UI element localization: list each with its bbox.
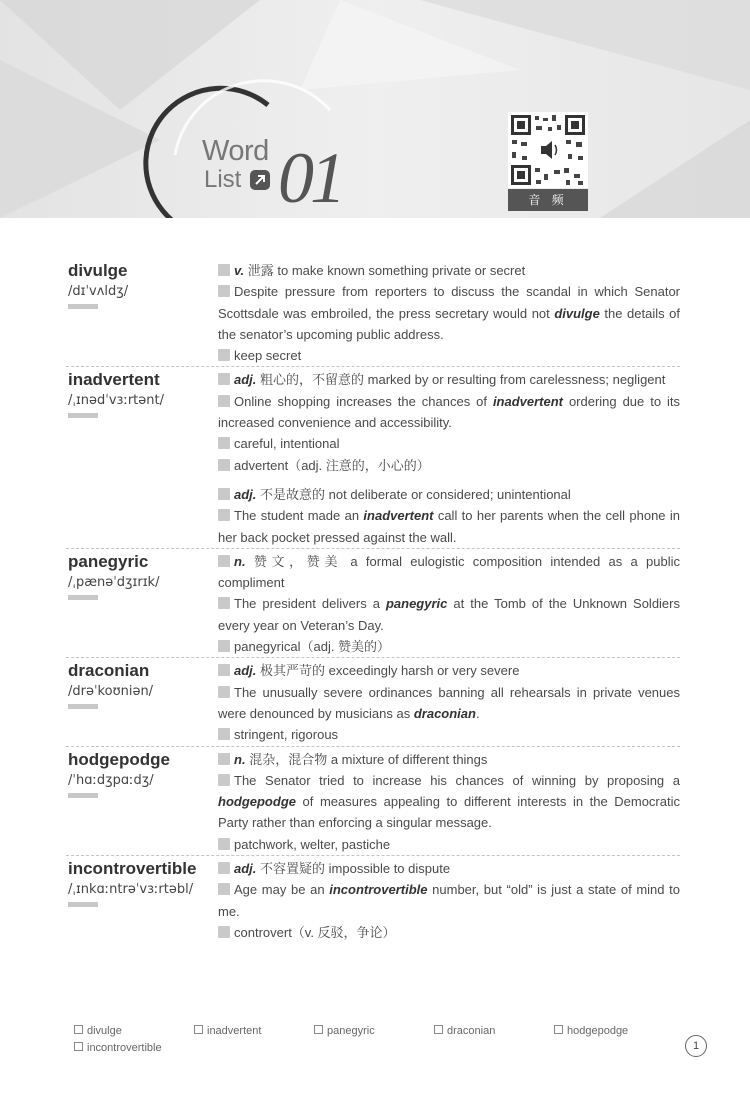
headword: incontrovertible bbox=[68, 859, 197, 879]
derivative: panegyrical（adj. 赞美的） bbox=[218, 636, 680, 657]
familiarity-bar bbox=[68, 902, 98, 907]
synonym-icon bbox=[218, 838, 230, 850]
checklist-item[interactable]: draconian bbox=[434, 1025, 495, 1037]
familiarity-bar bbox=[68, 793, 98, 798]
example: The student made an inadvertent call to her parents when the cell phone in her back pocket pressed against the wall. bbox=[218, 508, 680, 545]
headword: hodgepodge bbox=[68, 749, 170, 769]
review-checklist bbox=[74, 1025, 674, 1059]
definition-icon bbox=[218, 664, 230, 676]
synonym: patchwork, welter, pastiche bbox=[218, 834, 680, 855]
word-entry bbox=[66, 746, 680, 855]
example: The president delivers a panegyric at the Tomb of the Unknown Soldiers every year on Veteran’s Day. bbox=[218, 596, 680, 633]
word-entries bbox=[66, 258, 680, 943]
example-icon bbox=[218, 774, 230, 786]
headword: divulge bbox=[68, 261, 128, 280]
page-number: 1 bbox=[685, 1035, 707, 1057]
antonym: careful, intentional bbox=[218, 433, 680, 454]
phonetic: /dɪˈvʌldʒ/ bbox=[68, 284, 129, 299]
word-entry bbox=[66, 657, 680, 745]
list-number: 01 bbox=[278, 138, 342, 218]
example: The Senator tried to increase his chances of winning by proposing a hodgepodge of measures appealing to different interests in the Democratic Party rather than enforcing a singular message. bbox=[218, 772, 680, 831]
checklist-item[interactable]: panegyric bbox=[314, 1025, 375, 1037]
checklist-item[interactable]: inadvertent bbox=[194, 1025, 261, 1037]
antonym-icon bbox=[218, 349, 230, 361]
definition: adj. 不是故意的 not deliberate or considered; unintentional bbox=[218, 484, 680, 505]
definition-icon bbox=[218, 373, 230, 385]
example: Online shopping increases the chances of inadvertent ordering due to its increased convenience and accessibility. bbox=[218, 393, 680, 431]
example: Despite pressure from reporters to discuss the scandal in which Senator Scottsdale was embroiled, the press secretary would not divulge the details of the senator’s upcoming public address. bbox=[218, 284, 681, 342]
checkbox-icon[interactable] bbox=[74, 1042, 83, 1051]
familiarity-bar bbox=[68, 413, 98, 418]
header-background bbox=[0, 0, 750, 218]
checkbox-icon[interactable] bbox=[194, 1025, 203, 1034]
phonetic: /ˌɪnədˈvɜːrtənt/ bbox=[68, 393, 164, 409]
phonetic: /drəˈkoʊniən/ bbox=[68, 684, 154, 700]
definition: n. 赞文，赞美 a formal eulogistic composition intended as a public compliment bbox=[218, 553, 680, 591]
checklist-item[interactable]: hodgepodge bbox=[554, 1025, 628, 1037]
definition: v. 泄露 to make known something private or secret bbox=[218, 260, 680, 281]
phonetic: /ˈhɑːdʒpɑːdʒ/ bbox=[68, 772, 154, 788]
arrow-icon bbox=[250, 170, 270, 190]
example-icon bbox=[218, 509, 230, 521]
example: The unusually severe ordinances banning all rehearsals in private venues were denounced by musicians as draconian. bbox=[218, 684, 680, 721]
derivative-icon bbox=[218, 459, 230, 471]
checklist-item[interactable]: divulge bbox=[74, 1025, 122, 1037]
familiarity-bar bbox=[68, 304, 98, 309]
derivative-icon bbox=[218, 926, 230, 938]
synonym-icon bbox=[218, 728, 230, 740]
definition-icon bbox=[218, 264, 230, 276]
definition: adj. 极其严苛的 exceedingly harsh or very severe bbox=[218, 660, 680, 681]
definition: adj. 粗心的，不留意的 marked by or resulting from carelessness; negligent bbox=[218, 369, 680, 390]
word-entry bbox=[66, 548, 680, 657]
checkbox-icon[interactable] bbox=[434, 1025, 443, 1034]
example-icon bbox=[218, 883, 230, 895]
synonym: stringent, rigorous bbox=[218, 724, 680, 745]
definition-icon bbox=[218, 488, 230, 500]
example-icon bbox=[218, 597, 230, 609]
example-icon bbox=[218, 686, 230, 698]
page-header bbox=[0, 0, 750, 218]
checklist-item[interactable]: incontrovertible bbox=[74, 1042, 162, 1054]
headword: draconian bbox=[68, 661, 150, 681]
definition: n. 混杂，混合物 a mixture of different things bbox=[218, 749, 680, 770]
headword: panegyric bbox=[68, 551, 149, 571]
derivative: advertent（adj. 注意的，小心的） bbox=[218, 455, 680, 476]
antonym: keep secret bbox=[218, 345, 680, 366]
definition-icon bbox=[218, 555, 230, 567]
checkbox-icon[interactable] bbox=[74, 1025, 83, 1034]
derivative: controvert（v. 反驳，争论） bbox=[218, 922, 680, 943]
audio-label[interactable]: 音 频 bbox=[508, 189, 588, 211]
headword: inadvertent bbox=[68, 370, 160, 390]
definition-icon bbox=[218, 862, 230, 874]
phonetic: /ˌpænəˈdʒɪrɪk/ bbox=[68, 574, 160, 590]
antonym-icon bbox=[218, 437, 230, 449]
familiarity-bar bbox=[68, 704, 98, 709]
checkbox-icon[interactable] bbox=[314, 1025, 323, 1034]
word-label: Word bbox=[202, 135, 269, 167]
word-entry bbox=[66, 258, 680, 366]
familiarity-bar bbox=[68, 595, 98, 600]
definition: adj. 不容置疑的 impossible to dispute bbox=[218, 858, 680, 879]
derivative-icon bbox=[218, 640, 230, 652]
example-icon bbox=[218, 285, 230, 297]
phonetic: /ˌɪnkɑːntrəˈvɜːrtəbl/ bbox=[68, 882, 194, 898]
word-entry bbox=[66, 366, 680, 547]
checkbox-icon[interactable] bbox=[554, 1025, 563, 1034]
list-label: List bbox=[204, 166, 242, 193]
example: Age may be an incontrovertible number, but “old” is just a state of mind to me. bbox=[218, 882, 681, 919]
definition-icon bbox=[218, 753, 230, 765]
qr-code-icon[interactable] bbox=[508, 112, 588, 188]
example-icon bbox=[218, 395, 230, 407]
word-entry bbox=[66, 855, 680, 943]
